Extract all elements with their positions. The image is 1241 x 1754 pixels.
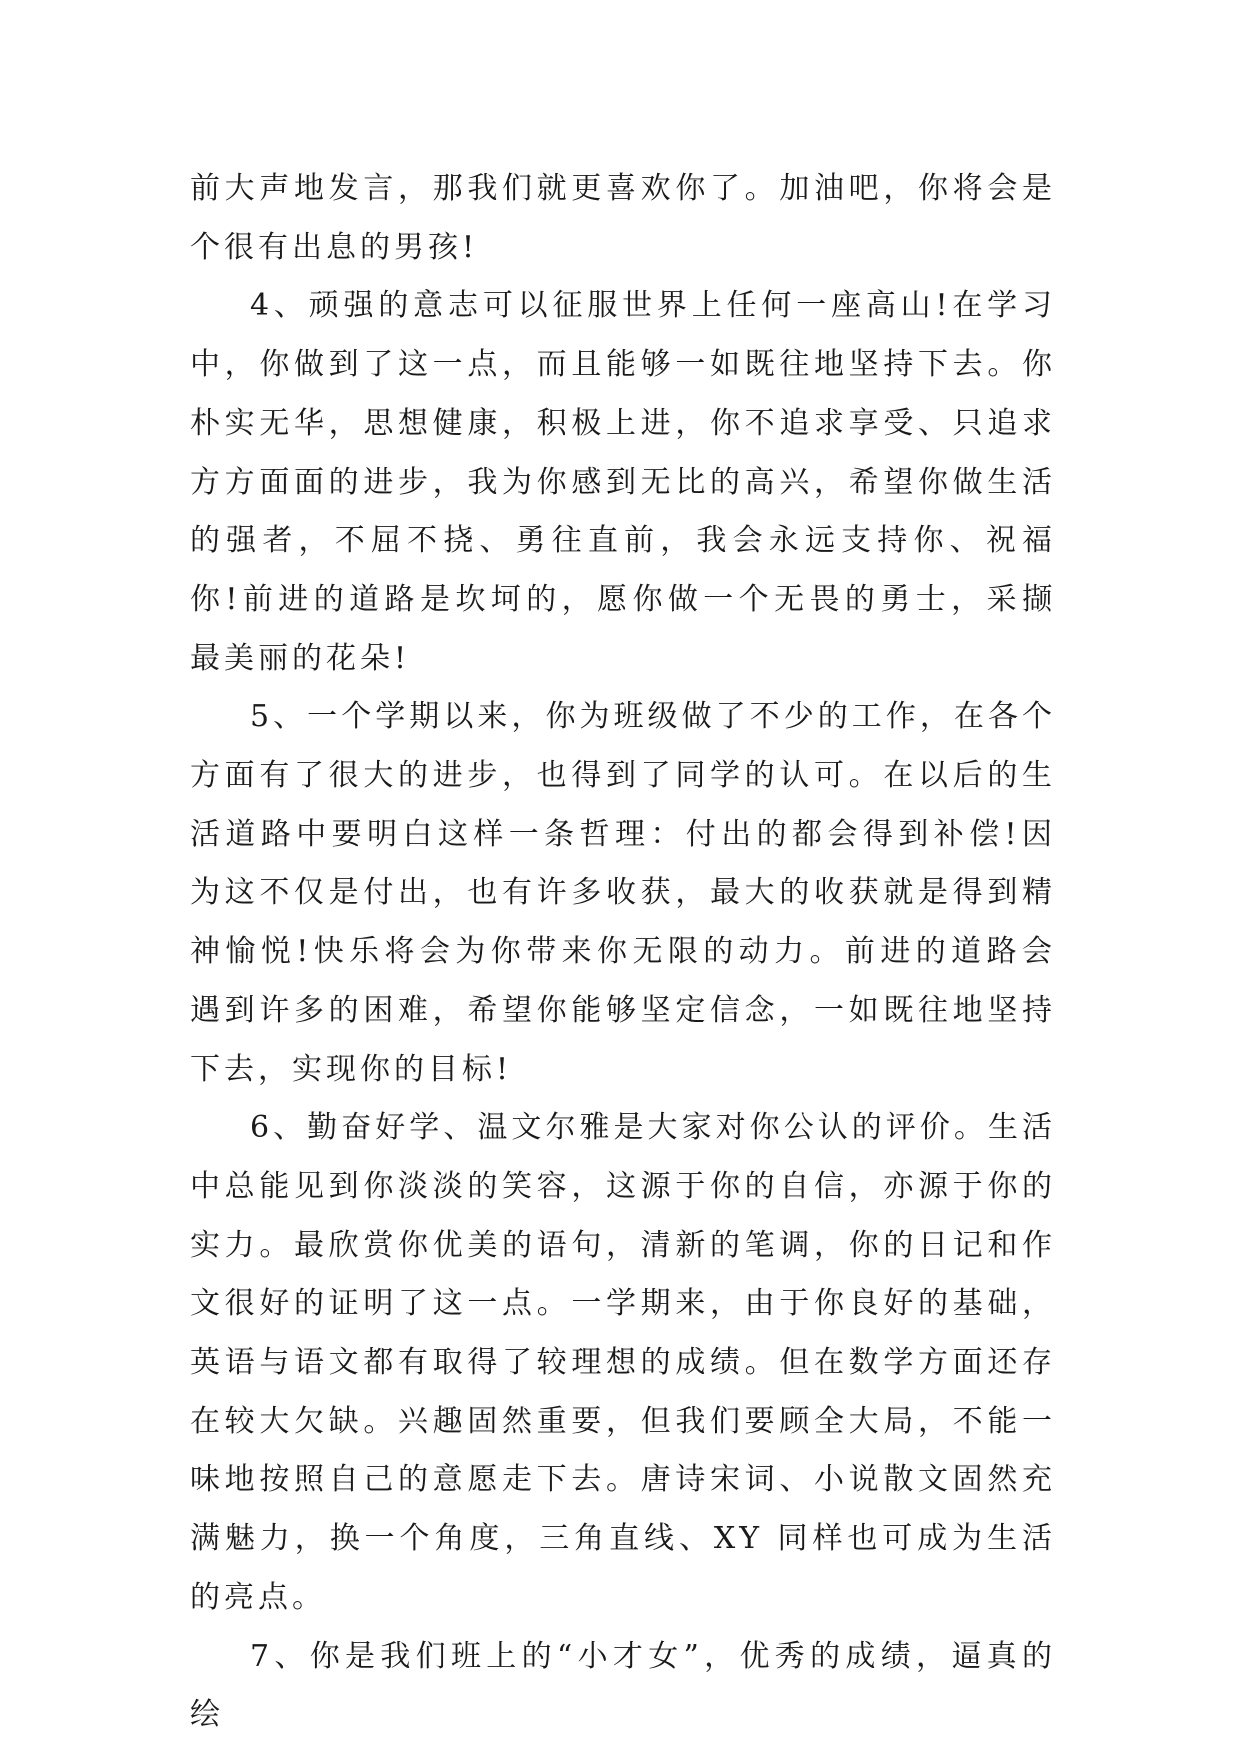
paragraph-continuation: 前大声地发言，那我们就更喜欢你了。加油吧，你将会是个很有出息的男孩! xyxy=(190,171,1056,265)
paragraph-comment-7: 7、你是我们班上的“小才女”，优秀的成绩，逼真的绘 xyxy=(190,1638,1056,1733)
paragraph-comment-4: 4、顽强的意志可以征服世界上任何一座高山!在学习中，你做到了这一点，而且能够一如既往地坚持下去。你朴实无华，思想健康，积极上进，你不追求享受、只追求方方面面的进步，我为你感到无比的高兴，希望你做生活的强者，不屈不挠、勇往直前，我会永远支持你、祝福你!前进的道路是坎坷的，愿你做一个无畏的勇士，采撷最美丽的花朵! xyxy=(190,288,1056,676)
document-page xyxy=(190,160,1056,1745)
paragraph-comment-5: 5、一个学期以来，你为班级做了不少的工作，在各个方面有了很大的进步，也得到了同学的认可。在以后的生活道路中要明白这样一条哲理：付出的都会得到补偿!因为这不仅是付出，也有许多收获，最大的收获就是得到精神愉悦!快乐将会为你带来你无限的动力。前进的道路会遇到许多的困难，希望你能够坚定信念，一如既往地坚持下去，实现你的目标! xyxy=(190,699,1056,1087)
paragraph-comment-6: 6、勤奋好学、温文尔雅是大家对你公认的评价。生活中总能见到你淡淡的笑容，这源于你的自信，亦源于你的实力。最欣赏你优美的语句，清新的笔调，你的日记和作文很好的证明了这一点。一学期来，由于你良好的基础，英语与语文都有取得了较理想的成绩。但在数学方面还存在较大欠缺。兴趣固然重要，但我们要顾全大局，不能一味地按照自己的意愿走下去。唐诗宋词、小说散文固然充满魅力，换一个角度，三角直线、XY 同样也可成为生活的亮点。 xyxy=(190,1110,1056,1615)
